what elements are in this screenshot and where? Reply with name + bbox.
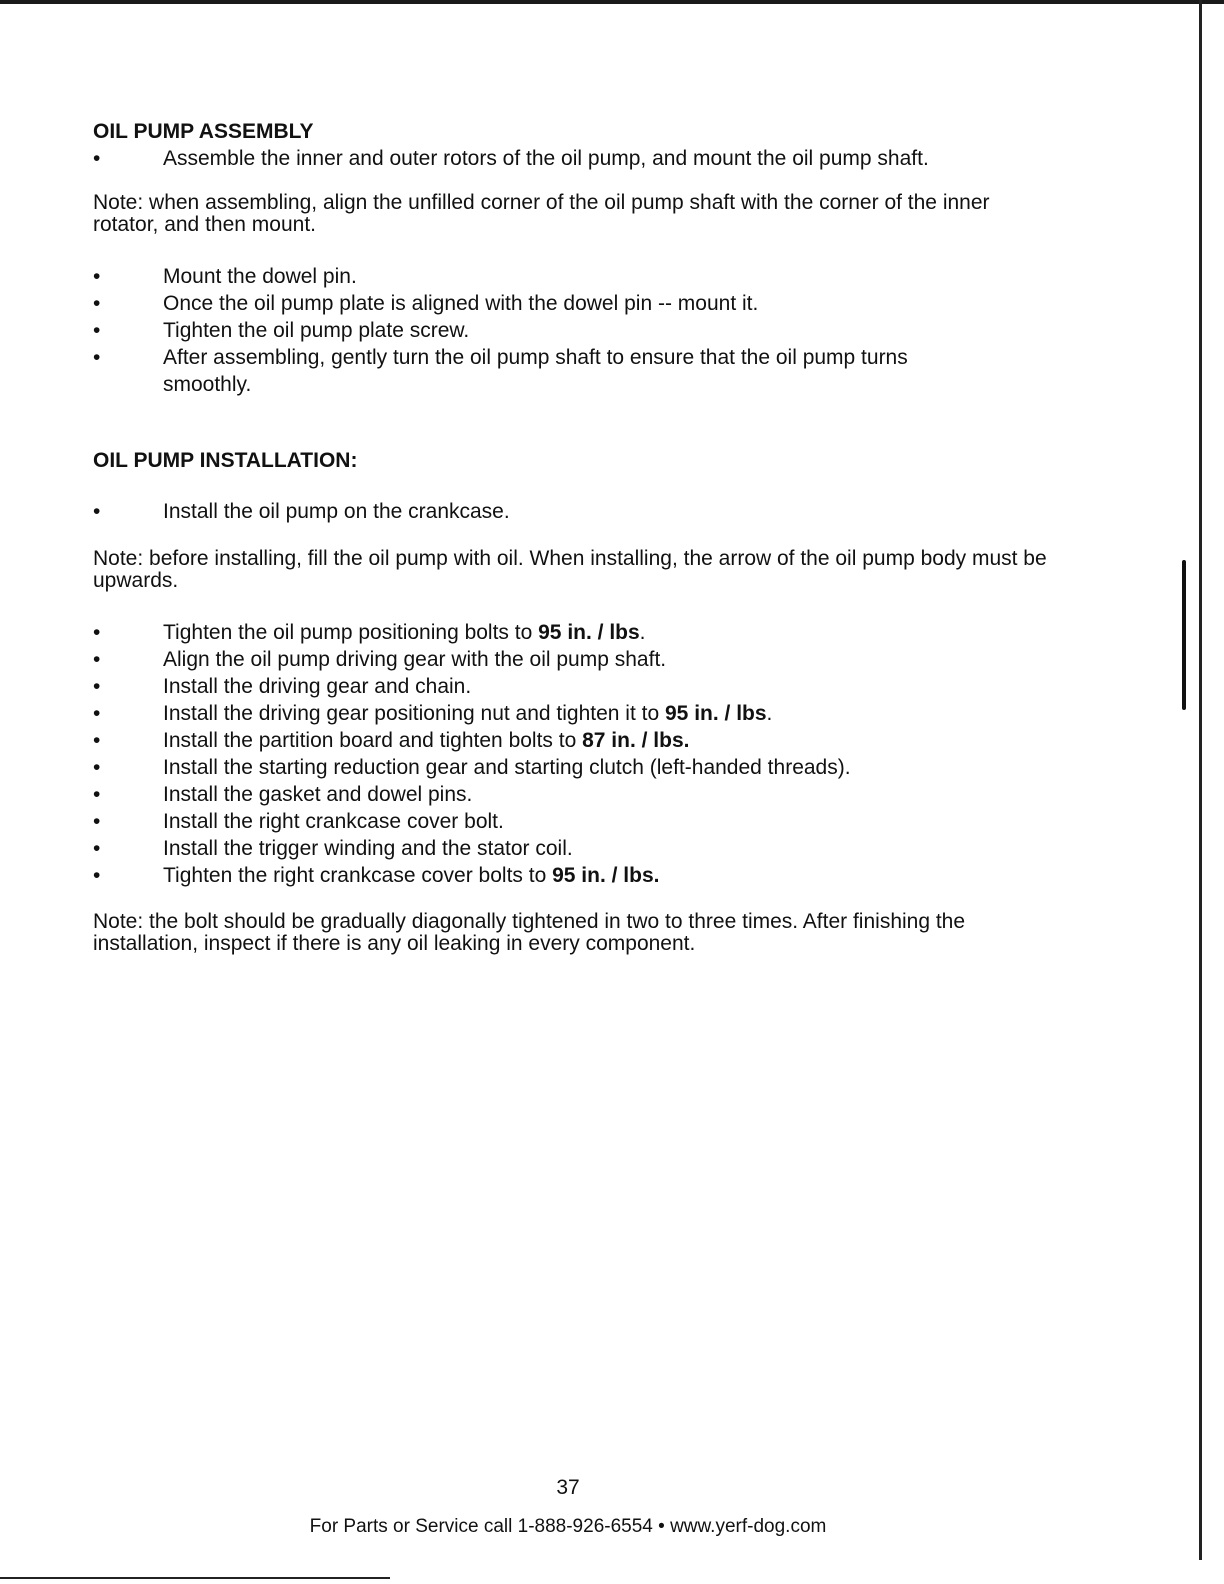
step-text: After assembling, gently turn the oil pump shaft to ensure that the oil pump turns smoothly. [163,346,908,396]
step-text: Align the oil pump driving gear with the oil pump shaft. [163,648,667,671]
step-text: Install the trigger winding and the stator coil. [163,837,573,860]
step-text: Install the gasket and dowel pins. [163,783,473,806]
bullet-icon: • [93,810,101,833]
bullet-icon: • [93,729,101,752]
list-item [93,290,1053,317]
list-item [93,727,1053,754]
step-text: Install the oil pump on the crankcase. [163,500,510,523]
step-text: Install the partition board and tighten bolts to [163,729,583,752]
bullet-icon: • [93,292,101,315]
installation-first-step-list [93,498,1053,525]
list-item [93,646,1053,673]
bullet-icon: • [93,500,101,523]
torque-spec: 95 in. / lbs [538,621,640,644]
scan-top-edge [0,0,1224,4]
scan-bottom-edge [0,1577,390,1579]
footer-contact: For Parts or Service call 1-888-926-6554 • www.yerf-dog.com [309,1516,827,1537]
bullet-icon: • [93,147,101,170]
assembly-note: Note: when assembling, align the unfilled corner of the oil pump shaft with the corner of the inner rotator, and then mount. [93,191,990,236]
torque-spec: 95 in. / lbs. [552,864,660,887]
bullet-icon: • [93,702,101,725]
list-item [93,754,1053,781]
step-text: Install the driving gear positioning nut and tighten it to [163,702,665,725]
torque-spec: 87 in. / lbs. [582,729,690,752]
step-text: Install the starting reduction gear and starting clutch (left-handed threads). [163,756,851,779]
step-text: Tighten the oil pump plate screw. [163,319,470,342]
step-text: Assemble the inner and outer rotors of the oil pump, and mount the oil pump shaft. [163,147,929,170]
section-title-assembly: OIL PUMP ASSEMBLY [93,120,314,143]
bullet-icon: • [93,675,101,698]
list-item [93,673,1053,700]
list-item [93,498,1053,525]
list-item [93,619,1053,646]
list-item [93,263,1053,290]
bullet-icon: • [93,319,101,342]
step-text: Tighten the oil pump positioning bolts to [163,621,539,644]
bullet-icon: • [93,265,101,288]
scan-right-mark [1182,560,1186,710]
list-item [93,835,1053,862]
bullet-icon: • [93,837,101,860]
list-item [93,145,1053,172]
bullet-icon: • [93,346,101,369]
bullet-icon: • [93,864,101,887]
section-title-installation: OIL PUMP INSTALLATION: [93,449,358,472]
step-text: Once the oil pump plate is aligned with the dowel pin -- mount it. [163,292,759,315]
installation-step-list [93,619,1053,889]
bullet-icon: • [93,648,101,671]
bullet-icon: • [93,756,101,779]
step-text: Install the driving gear and chain. [163,675,472,698]
list-item [93,808,1053,835]
step-suffix: . [766,702,773,725]
list-item [93,344,1053,398]
installation-note: Note: before installing, fill the oil pump with oil. When installing, the arrow of the oil pump body must be upwards. [93,547,1047,592]
step-text: Mount the dowel pin. [163,265,357,288]
assembly-step-list [93,263,1053,398]
list-item [93,862,1053,889]
torque-spec: 95 in. / lbs [665,702,767,725]
page-content [93,118,1053,955]
assembly-first-step-list [93,145,1053,172]
list-item [93,781,1053,808]
installation-closing-note: Note: the bolt should be gradually diagonally tightened in two to three times. After finishing the installation, inspect if there is any oil leaking in every component. [93,910,966,955]
step-text: Install the right crankcase cover bolt. [163,810,504,833]
bullet-icon: • [93,621,101,644]
step-text: Tighten the right crankcase cover bolts to [163,864,553,887]
bullet-icon: • [93,783,101,806]
list-item [93,700,1053,727]
page-number: 37 [556,1476,580,1499]
scan-right-edge [1199,0,1202,1560]
list-item [93,317,1053,344]
step-suffix: . [639,621,646,644]
